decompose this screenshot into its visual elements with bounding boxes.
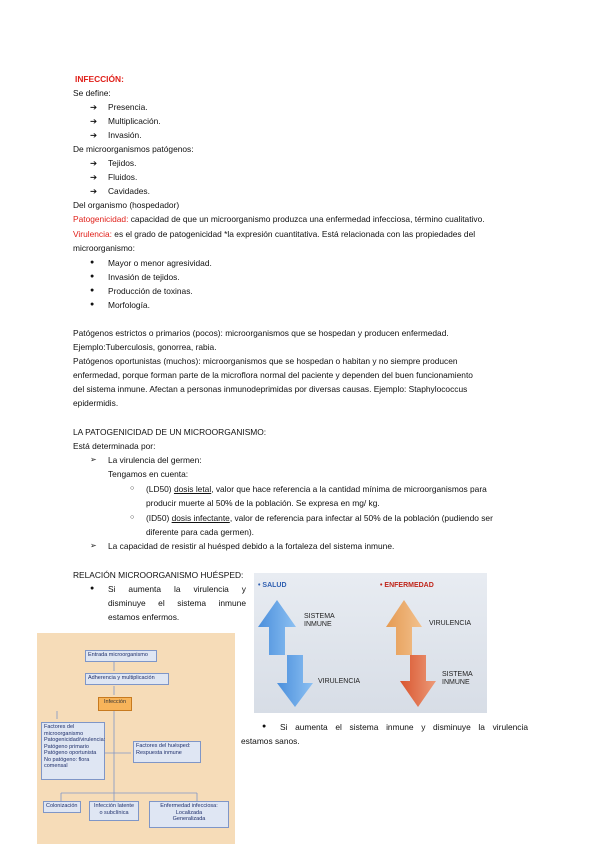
micro-item: Cavidades. <box>108 186 150 196</box>
relacion-item1-line: disminuye el sistema inmune <box>108 598 246 608</box>
virulencia-item: Morfología. <box>108 300 150 310</box>
estrictos-line1: Patógenos estrictos o primarios (pocos): microorganismos que se hospedan y producen enfermedad. <box>73 328 449 338</box>
enfermedad-line: Localizada <box>175 809 203 816</box>
virulencia-definition <box>73 227 475 241</box>
define-item: Presencia. <box>108 102 148 112</box>
patogenicidad-definition <box>73 212 485 226</box>
oportunistas-line3: del sistema inmune. Afectan a personas inmunodeprimidas por diversas causas. Ejemplo: Staphylococcus <box>73 384 468 394</box>
enfermedad-infecciosa-box <box>149 801 229 828</box>
factor-line: Respuesta inmune <box>136 749 182 756</box>
virulencia-item: Invasión de tejidos. <box>108 272 180 282</box>
infeccion-box: Infección <box>98 697 132 711</box>
patogenicidad-text: capacidad de que un microorganismo produzca una enfermedad infecciosa, término cualitativo. <box>128 214 485 224</box>
micro-item: Tejidos. <box>108 158 137 168</box>
circle-bullet-icon: ○ <box>130 485 135 492</box>
sistema-inmune-label: SISTEMA INMUNE <box>442 671 473 686</box>
relacion-item1 <box>108 582 246 624</box>
bullet-icon: ● <box>90 301 95 308</box>
relacion-heading: RELACIÓN MICROORGANISMO HUÉSPED: <box>73 570 244 580</box>
bullet-icon: ● <box>90 287 95 294</box>
arrow-icon: ➔ <box>90 130 98 140</box>
oportunistas-line2: enfermedad, porque forman parte de la microflora normal del paciente y dependen del buen funcionamiento <box>73 370 473 380</box>
ld50-term: dosis letal <box>173 484 212 494</box>
virulencia-text: es el grado de patogenicidad *la expresión cuantitativa. Está relacionada con las propiedades del <box>111 229 476 239</box>
factor-line: microorganismo <box>44 730 84 737</box>
factor-line: comensal <box>44 763 68 769</box>
arrow-icon: ➔ <box>90 158 98 168</box>
pat-item: La virulencia del germen: <box>108 455 202 465</box>
pat-item: La capacidad de resistir al huésped debido a la fortaleza del sistema inmune. <box>108 541 395 551</box>
factor-line: Factores del <box>44 724 75 730</box>
patogenicidad-sub: Está determinada por: <box>73 441 156 451</box>
infection-flowchart <box>37 633 235 844</box>
latente-line: o subclínica <box>99 809 129 816</box>
triangle-arrow-icon: ➢ <box>90 455 97 464</box>
virulencia-text-cont: microorganismo: <box>73 243 135 253</box>
virulencia-item: Producción de toxinas. <box>108 286 193 296</box>
adherencia-box: Adherencia y multiplicación <box>85 673 169 685</box>
virulencia-up-arrow <box>386 600 422 655</box>
id50-line2: diferente para cada germen). <box>146 527 255 537</box>
sistema-inmune-down-arrow <box>400 655 436 707</box>
sistema-inmune-label: SISTEMA INMUNE <box>304 613 335 628</box>
bullet-icon: ● <box>90 259 95 266</box>
arrow-icon: ➔ <box>90 186 98 196</box>
bullet-icon: ● <box>90 585 95 592</box>
factor-line: Factores del huésped: <box>136 743 191 749</box>
oportunistas-line1: Patógenos oportunistas (muchos): microorganismos que se hospedan o habitan y no siempre producen <box>73 356 458 366</box>
entrada-box: Entrada microorganismo <box>85 650 157 662</box>
arrow-icon: ➔ <box>90 172 98 182</box>
id50-line <box>146 511 493 525</box>
estrictos-line2: Ejemplo:Tuberculosis, gonorrea, rabia. <box>73 342 217 352</box>
virulencia-term: Virulencia: <box>73 229 112 239</box>
enfermedad-label: • ENFERMEDAD <box>380 582 434 589</box>
factor-line: Patogenicidad/virulencia: <box>44 737 106 743</box>
factor-line: Patógeno primario <box>44 743 89 750</box>
ld50-label: (LD50) <box>146 484 174 494</box>
factor-line: No patógeno: flora <box>44 756 90 763</box>
arrows-graphic <box>254 573 487 713</box>
relacion-item1-line: Si aumenta la virulencia y <box>108 584 246 594</box>
ld50-line2: producir muerte al 50% de la población. Se expresa en mg/ kg. <box>146 498 380 508</box>
relacion-item2-line1: Si aumenta el sistema inmune y disminuye la virulencia <box>280 722 528 732</box>
salud-label: • SALUD <box>258 582 287 589</box>
host-label: Del organismo (hospedador) <box>73 200 180 210</box>
colonizacion-box: Colonización <box>43 801 81 813</box>
enfermedad-line: Generalizada <box>172 816 206 822</box>
ld50-line <box>146 482 487 496</box>
factores-microorganismo-box <box>41 722 105 780</box>
sistema-inmune-up-arrow <box>258 600 296 655</box>
id50-label: (ID50) <box>146 513 172 523</box>
define-label: Se define: <box>73 88 111 98</box>
factores-huesped-box <box>133 741 201 763</box>
bullet-icon: ● <box>90 273 95 280</box>
salud-enfermedad-figure <box>254 573 487 713</box>
patogenicidad-heading: LA PATOGENICIDAD DE UN MICROORGANISMO: <box>73 427 267 437</box>
micro-label: De microorganismos patógenos: <box>73 144 194 154</box>
id50-text: , valor de referencia para infectar al 50% de la población (pudiendo ser <box>229 513 493 523</box>
relacion-item2-line2: estamos sanos. <box>241 736 300 746</box>
infeccion-latente-box <box>89 801 139 821</box>
enfermedad-line: Enfermedad infecciosa: <box>160 803 218 809</box>
define-item: Multiplicación. <box>108 116 161 126</box>
pat-item-sub: Tengamos en cuenta: <box>108 469 189 479</box>
bullet-icon: ● <box>262 723 267 730</box>
factor-line: Patógeno oportunista <box>44 750 97 756</box>
page-title: INFECCIÓN: <box>75 74 124 84</box>
latente-line: Infección latente <box>93 803 135 809</box>
oportunistas-line4: epidermidis. <box>73 398 119 408</box>
micro-item: Fluidos. <box>108 172 138 182</box>
relacion-item1-line: estamos enfermos. <box>108 612 180 622</box>
triangle-arrow-icon: ➢ <box>90 541 97 550</box>
virulencia-down-arrow <box>277 655 313 707</box>
id50-term: dosis infectante <box>171 513 230 523</box>
circle-bullet-icon: ○ <box>130 514 135 521</box>
virulencia-item: Mayor o menor agresividad. <box>108 258 212 268</box>
arrow-icon: ➔ <box>90 102 98 112</box>
define-item: Invasión. <box>108 130 142 140</box>
ld50-text: , valor que hace referencia a la cantidad mínima de microorganismos para <box>211 484 487 494</box>
virulencia-label: VIRULENCIA <box>429 620 472 627</box>
arrow-icon: ➔ <box>90 116 98 126</box>
virulencia-label: VIRULENCIA <box>318 678 361 685</box>
patogenicidad-term: Patogenicidad: <box>73 214 129 224</box>
